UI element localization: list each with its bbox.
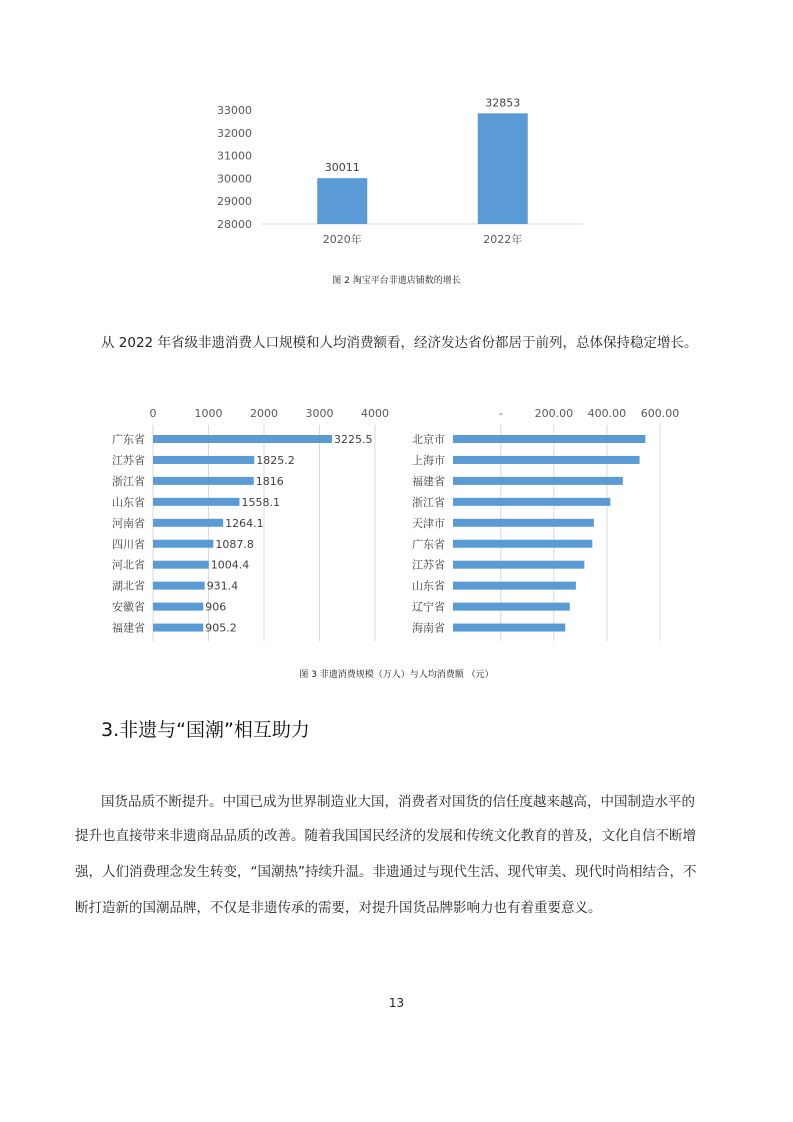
bar-value-label-7: 931.4 bbox=[206, 579, 239, 593]
bar-7 bbox=[453, 582, 576, 590]
category-label-1: 江苏省 bbox=[112, 453, 145, 467]
bar-0 bbox=[453, 435, 645, 443]
figure-2-caption: 图 2 淘宝平台非遗店铺数的增长 bbox=[332, 276, 461, 286]
y-tick-label-2: 30000 bbox=[217, 172, 252, 186]
figure-3-caption: 图 3 非遗消费规模（万人）与人均消费额 （元） bbox=[299, 670, 494, 680]
x-tick-label-0: 2020年 bbox=[322, 233, 362, 246]
bar-0 bbox=[317, 178, 367, 224]
y-tick-label-3: 31000 bbox=[217, 149, 252, 163]
bar-value-label-0: 3225.5 bbox=[334, 433, 373, 446]
category-label-7: 山东省 bbox=[412, 579, 445, 593]
y-tick-label-0: 28000 bbox=[217, 218, 252, 231]
category-label-3: 浙江省 bbox=[412, 495, 445, 509]
x-tick-label-1: 1000 bbox=[194, 407, 223, 420]
category-label-8: 辽宁省 bbox=[412, 600, 445, 614]
category-label-6: 江苏省 bbox=[412, 558, 445, 572]
store-count-bar-chart bbox=[0, 0, 793, 260]
category-label-1: 上海市 bbox=[412, 453, 445, 467]
section-heading: 3.非遗与“国潮”相互助力 bbox=[101, 719, 310, 741]
x-tick-label-2: 400.00 bbox=[587, 407, 627, 420]
bar-value-label-1: 32853 bbox=[485, 96, 521, 110]
x-tick-label-1: 2022年 bbox=[483, 233, 523, 246]
bar-value-label-5: 1087.8 bbox=[215, 537, 254, 551]
bar-6 bbox=[453, 561, 584, 569]
body-line-3: 强，人们消费理念发生转变，“国潮热”持续升温。非遗通过与现代生活、现代审美、现代时尚相结合，不 bbox=[75, 864, 697, 880]
x-tick-label-0: - bbox=[498, 407, 503, 420]
category-label-2: 福建省 bbox=[412, 474, 445, 488]
bar-1 bbox=[478, 113, 528, 224]
category-label-5: 四川省 bbox=[112, 537, 145, 551]
bar-8 bbox=[453, 603, 570, 611]
body-line-2: 提升也直接带来非遗商品品质的改善。随着我国国民经济的发展和传统文化教育的普及，文化自信不断增 bbox=[75, 828, 696, 844]
category-label-0: 广东省 bbox=[112, 433, 145, 446]
x-tick-label-2: 2000 bbox=[250, 407, 278, 420]
intro-paragraph: 从 2022 年省级非遗消费人口规模和人均消费额看，经济发达省份都居于前列，总体保持稳定增长。 bbox=[101, 335, 698, 351]
bar-value-label-6: 1004.4 bbox=[210, 558, 250, 572]
bar-1 bbox=[453, 456, 640, 464]
bar-value-label-8: 906 bbox=[205, 600, 227, 614]
category-label-4: 天津市 bbox=[412, 516, 445, 530]
bar-value-label-4: 1264.1 bbox=[225, 516, 264, 530]
category-label-8: 安徽省 bbox=[112, 600, 145, 614]
x-tick-label-3: 3000 bbox=[305, 407, 334, 420]
page-number: 13 bbox=[388, 996, 405, 1010]
bar-2 bbox=[453, 477, 623, 485]
category-label-9: 福建省 bbox=[112, 621, 145, 635]
bar-3 bbox=[453, 498, 610, 506]
y-tick-label-4: 32000 bbox=[217, 126, 252, 140]
x-tick-label-0: 0 bbox=[149, 407, 157, 420]
bar-9 bbox=[453, 624, 565, 632]
category-label-6: 河北省 bbox=[112, 558, 145, 572]
category-label-2: 浙江省 bbox=[112, 474, 145, 488]
body-line-4: 断打造新的国潮品牌，不仅是非遗传承的需要，对提升国货品牌影响力也有着重要意义。 bbox=[75, 900, 602, 916]
bar-4 bbox=[453, 519, 594, 527]
y-tick-label-1: 29000 bbox=[217, 195, 252, 209]
x-tick-label-3: 600.00 bbox=[640, 407, 680, 420]
category-label-4: 河南省 bbox=[112, 516, 145, 530]
bar-value-label-3: 1558.1 bbox=[241, 495, 280, 509]
per-capita-spending-bar-chart bbox=[0, 395, 793, 645]
x-tick-label-1: 200.00 bbox=[534, 407, 574, 420]
bar-5 bbox=[453, 540, 592, 548]
category-label-0: 北京市 bbox=[412, 433, 445, 446]
body-line-1: 国货品质不断提升。中国已成为世界制造业大国，消费者对国货的信任度越来越高，中国制造水平的 bbox=[101, 794, 695, 810]
bar-value-label-2: 1816 bbox=[255, 474, 284, 488]
category-label-7: 湖北省 bbox=[112, 579, 145, 593]
bar-value-label-9: 905.2 bbox=[205, 621, 237, 635]
category-label-9: 海南省 bbox=[412, 621, 445, 635]
category-label-5: 广东省 bbox=[412, 537, 445, 551]
category-label-3: 山东省 bbox=[112, 495, 145, 509]
y-tick-label-5: 33000 bbox=[217, 104, 252, 117]
x-tick-label-4: 4000 bbox=[361, 407, 389, 420]
bar-value-label-0: 30011 bbox=[324, 161, 360, 175]
bar-value-label-1: 1825.2 bbox=[256, 453, 295, 467]
